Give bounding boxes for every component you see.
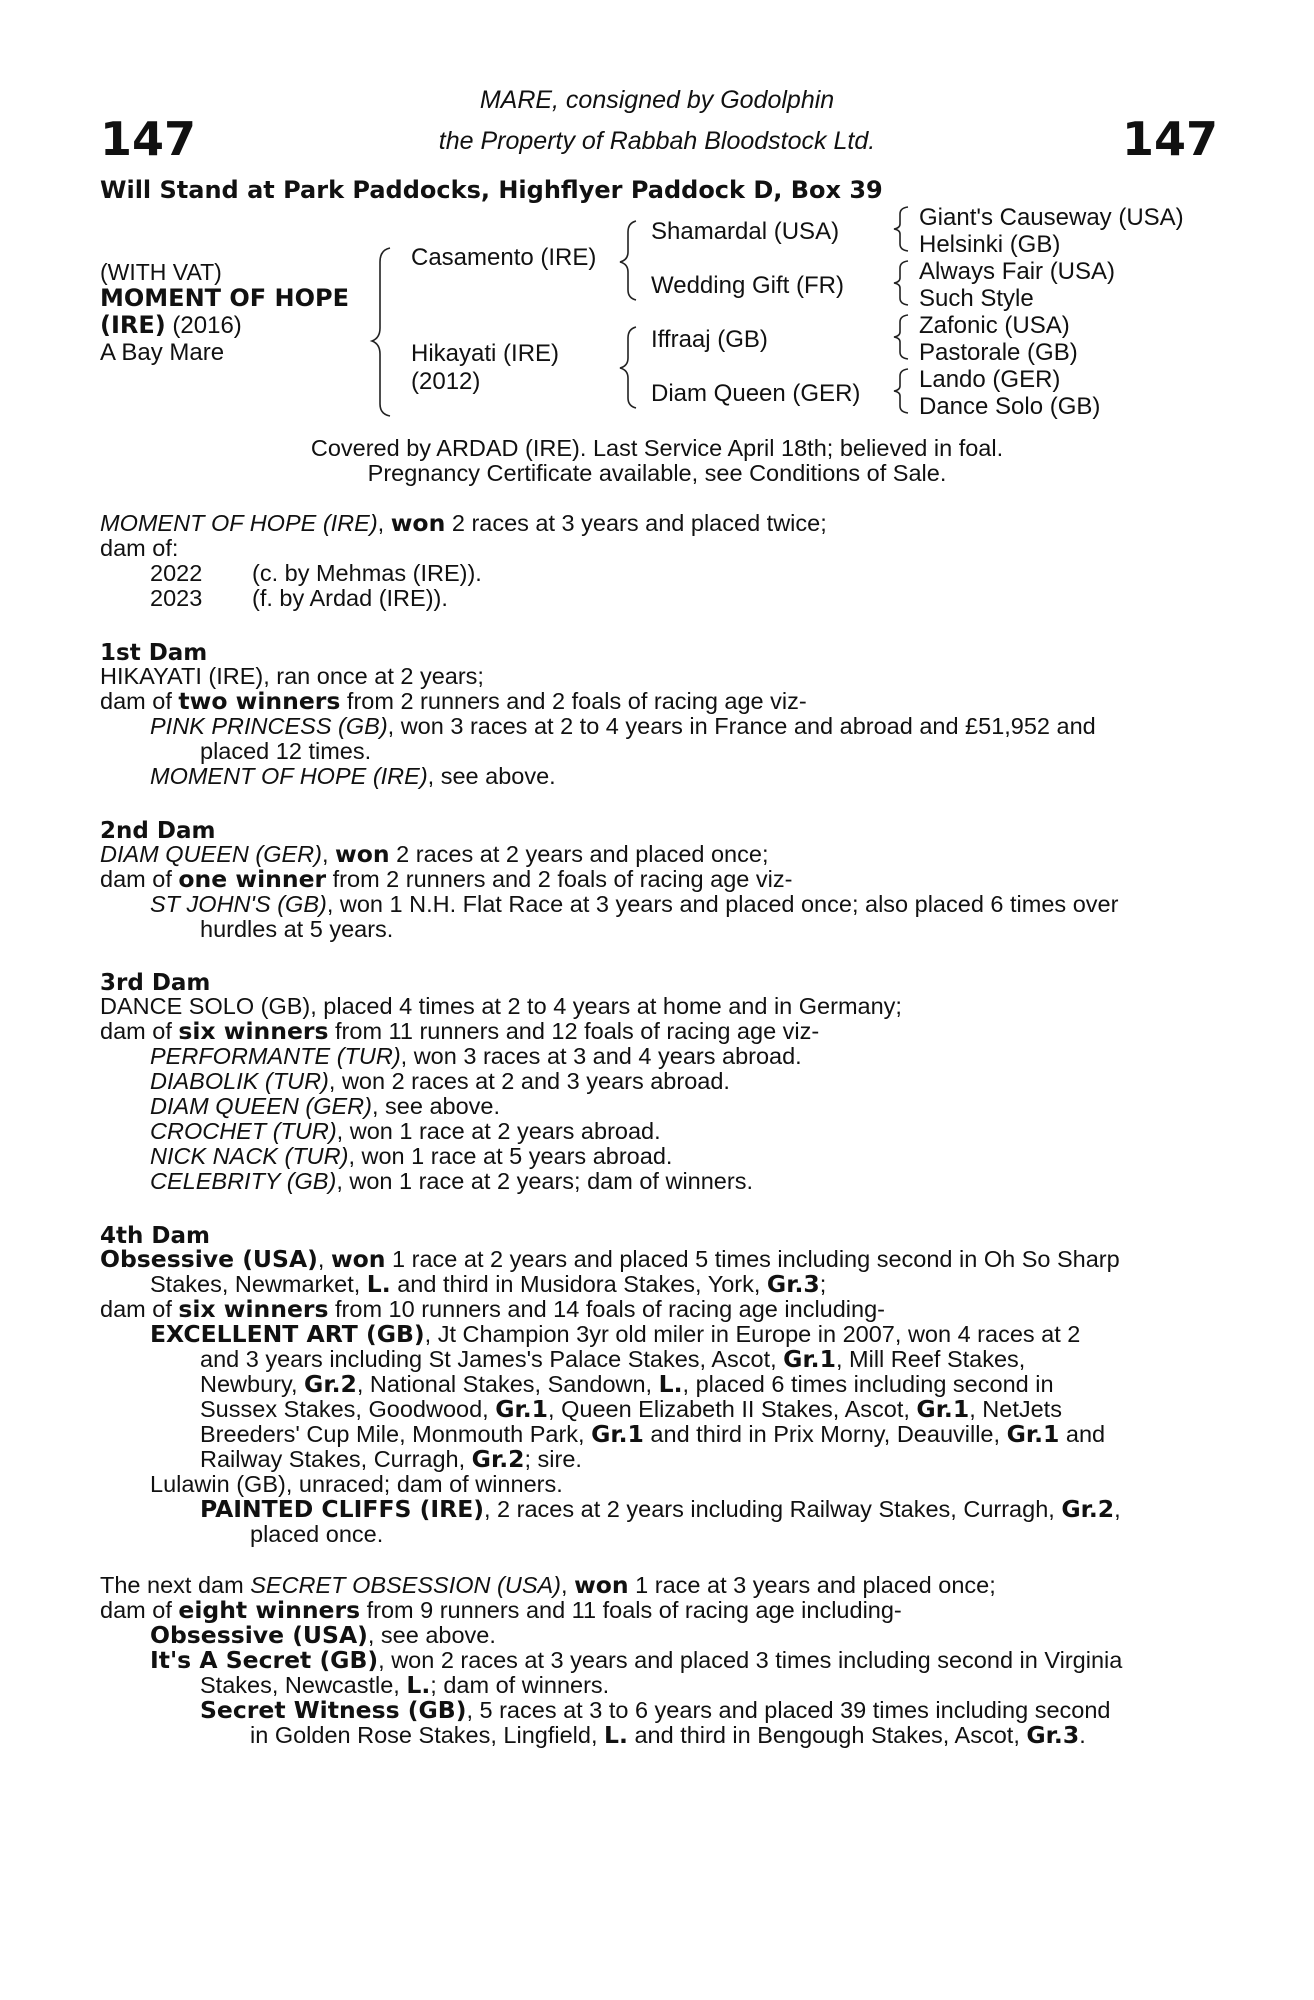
text: Stakes, Newcastle, xyxy=(200,1672,407,1698)
dam-of-prefix: dam of xyxy=(100,1018,179,1044)
lot-number-right: 147 xyxy=(1122,112,1219,166)
listed-label: L. xyxy=(366,1270,391,1298)
text: , Queen Elizabeth II Stakes, Ascot, xyxy=(548,1396,917,1422)
intro-line: MOMENT OF HOPE (IRE), won 2 races at 3 years and placed twice; xyxy=(100,509,827,537)
text: , xyxy=(561,1572,575,1598)
great-grandparent-7: Lando (GER) xyxy=(919,366,1061,393)
painted-cliffs-cont: placed once. xyxy=(250,1521,384,1547)
great-grandparent-2: Helsinki (GB) xyxy=(919,231,1061,258)
next-dam-produce xyxy=(100,1598,902,1624)
intro-horse-name: MOMENT OF HOPE (IRE) xyxy=(100,510,378,536)
fourth-dam-name: Obsessive (USA) xyxy=(100,1245,318,1273)
listed-label: L. xyxy=(406,1671,431,1699)
dam-of-prefix: dam of xyxy=(100,1296,179,1322)
covered-line: Covered by ARDAD (IRE). Last Service April 18th; believed in foal. xyxy=(310,435,1004,461)
obsessive-entry xyxy=(150,1623,496,1649)
listed-label: L. xyxy=(604,1721,628,1749)
winner-count: two winners xyxy=(178,687,341,715)
horse-name: MOMENT OF HOPE xyxy=(100,284,349,312)
obsessive-name: Obsessive (USA) xyxy=(150,1621,368,1649)
dam-of-suffix: from 11 runners and 12 foals of racing age viz- xyxy=(328,1018,820,1044)
intro-rest: 2 races at 3 years and placed twice; xyxy=(445,510,827,536)
its-a-secret-entry xyxy=(150,1648,1205,1674)
horse-year: (2016) xyxy=(172,312,242,339)
text: , Mill Reef Stakes, xyxy=(835,1346,1026,1372)
diam-queen-entry xyxy=(150,1094,500,1120)
sire-dam: Wedding Gift (FR) xyxy=(651,272,844,299)
group-label: Gr.2 xyxy=(304,1370,357,1398)
progeny-text: , see above. xyxy=(371,1093,501,1119)
produce-detail-1: (c. by Mehmas (IRE)). xyxy=(252,560,482,586)
group-label: Gr.1 xyxy=(916,1395,970,1423)
first-dam-heading: 1st Dam xyxy=(100,640,208,666)
text: 1 race at 3 years and placed once; xyxy=(628,1572,996,1598)
first-dam-produce xyxy=(100,689,807,715)
performante-entry xyxy=(150,1044,802,1070)
text: , 5 races at 3 to 6 years and placed 39 times including second xyxy=(466,1697,1111,1723)
group-label: Gr.3 xyxy=(1026,1721,1080,1749)
produce-detail-2: (f. by Ardad (IRE)). xyxy=(252,585,448,611)
excellent-art-line5 xyxy=(200,1422,1205,1448)
dam-dam: Diam Queen (GER) xyxy=(651,380,861,407)
text: in Golden Rose Stakes, Lingfield, xyxy=(250,1722,605,1748)
progeny-text: , won 3 races at 3 and 4 years abroad. xyxy=(400,1043,802,1069)
fourth-dam-heading: 4th Dam xyxy=(100,1223,210,1249)
fourth-dam-text: 1 race at 2 years and placed 5 times including second in Oh So Sharp xyxy=(385,1246,1120,1272)
dam-of-suffix: from 2 runners and 2 foals of racing age viz- xyxy=(326,866,793,892)
next-dam-won: won xyxy=(574,1571,629,1599)
great-grandparent-4: Such Style xyxy=(919,285,1034,312)
sire: Casamento (IRE) xyxy=(411,244,597,271)
text: Breeders' Cup Mile, Monmouth Park, xyxy=(200,1421,592,1447)
progeny-text: , won 1 race at 5 years abroad. xyxy=(348,1143,673,1169)
diabolik-entry xyxy=(150,1069,730,1095)
great-grandparent-1: Giant's Causeway (USA) xyxy=(919,204,1184,231)
pink-princess-text: , won 3 races at 2 to 4 years in France and abroad and £51,952 and xyxy=(387,713,1096,739)
listed-label: L. xyxy=(658,1370,683,1398)
group-label: Gr.1 xyxy=(591,1420,644,1448)
text: ; dam of winners. xyxy=(430,1672,610,1698)
dam-of-suffix: from 2 runners and 2 foals of racing age viz- xyxy=(340,688,807,714)
pink-princess-entry xyxy=(150,714,1205,740)
pink-princess-name: PINK PRINCESS (GB) xyxy=(150,713,388,739)
great-grandparent-5: Zafonic (USA) xyxy=(919,312,1070,339)
excellent-art-name: EXCELLENT ART (GB) xyxy=(150,1320,425,1348)
third-dam-line: DANCE SOLO (GB), placed 4 times at 2 to 4 years at home and in Germany; xyxy=(100,993,902,1019)
celebrity-entry xyxy=(150,1169,753,1195)
text: . xyxy=(1079,1722,1086,1748)
great-grandparent-3: Always Fair (USA) xyxy=(919,258,1116,285)
vat-label: (WITH VAT) xyxy=(100,259,222,285)
painted-cliffs-entry xyxy=(200,1497,1121,1523)
excellent-art-line6 xyxy=(200,1447,582,1473)
dam-of-prefix: dam of xyxy=(100,866,179,892)
pink-princess-cont: placed 12 times. xyxy=(200,738,372,764)
text: ; xyxy=(819,1271,827,1297)
second-dam-produce xyxy=(100,867,792,893)
progeny-name: DIAM QUEEN (GER) xyxy=(150,1093,372,1119)
second-dam-heading: 2nd Dam xyxy=(100,818,216,844)
winner-count: six winners xyxy=(178,1017,329,1045)
progeny-name: CELEBRITY (GB) xyxy=(150,1168,337,1194)
great-grandparent-6: Pastorale (GB) xyxy=(919,339,1078,366)
property-line: the Property of Rabbah Bloodstock Ltd. xyxy=(438,127,876,155)
lulawin-entry: Lulawin (GB), unraced; dam of winners. xyxy=(150,1471,563,1497)
text: , 2 races at 2 years including Railway Stakes, Curragh, xyxy=(484,1496,1062,1522)
fourth-dam-produce xyxy=(100,1297,885,1323)
progeny-text: , won 1 race at 2 years abroad. xyxy=(336,1118,661,1144)
moment-of-hope-name: MOMENT OF HOPE (IRE) xyxy=(150,763,428,789)
group-label: Gr.1 xyxy=(1006,1420,1060,1448)
lot-number-left: 147 xyxy=(100,112,197,166)
excellent-art-line3 xyxy=(200,1372,1205,1398)
dam-year: (2012) xyxy=(411,368,481,395)
dam-of-prefix: dam of xyxy=(100,1597,179,1623)
secret-witness-cont xyxy=(250,1723,1086,1749)
next-dam-line xyxy=(100,1573,996,1599)
fourth-dam-cont xyxy=(150,1272,826,1298)
nick-nack-entry xyxy=(150,1144,672,1170)
group-label: Gr.1 xyxy=(783,1345,836,1373)
text: and 3 years including St James's Palace Stakes, Ascot, xyxy=(200,1346,784,1372)
st-johns-entry xyxy=(150,892,1118,918)
text: Newbury, xyxy=(200,1371,305,1397)
crochet-entry xyxy=(150,1119,661,1145)
text: , National Stakes, Sandown, xyxy=(356,1371,659,1397)
its-a-secret-name: It's A Secret (GB) xyxy=(150,1646,379,1674)
sire-sire: Shamardal (USA) xyxy=(651,218,840,245)
moment-of-hope-entry xyxy=(150,764,556,790)
text: , xyxy=(1114,1496,1121,1522)
produce-year-2: 2023 xyxy=(150,585,203,611)
moment-of-hope-text: , see above. xyxy=(427,763,556,789)
group-label: Gr.2 xyxy=(471,1445,525,1473)
third-dam-heading: 3rd Dam xyxy=(100,970,211,996)
dam: Hikayati (IRE) xyxy=(411,340,560,367)
group-label: Gr.3 xyxy=(766,1270,820,1298)
text: and third in Prix Morny, Deauville, xyxy=(643,1421,1007,1447)
second-dam-line: DIAM QUEEN (GER), won 2 races at 2 years and placed once; xyxy=(100,840,769,868)
text: Railway Stakes, Curragh, xyxy=(200,1446,472,1472)
third-dam-produce xyxy=(100,1019,819,1045)
great-grandparent-8: Dance Solo (GB) xyxy=(919,393,1101,420)
st-johns-cont: hurdles at 5 years. xyxy=(200,916,394,942)
painted-cliffs-name: PAINTED CLIFFS (IRE) xyxy=(200,1495,484,1523)
second-dam-name: DIAM QUEEN (GER) xyxy=(100,841,322,867)
text: and third in Musidora Stakes, York, xyxy=(390,1271,767,1297)
its-a-secret-cont xyxy=(200,1673,609,1699)
text: ; sire. xyxy=(524,1446,582,1472)
winner-count: six winners xyxy=(178,1295,329,1323)
intro-won: won xyxy=(390,509,446,537)
next-dam-name: SECRET OBSESSION (USA) xyxy=(250,1572,561,1598)
text: The next dam xyxy=(100,1572,251,1598)
winner-count: one winner xyxy=(178,865,327,893)
text: and third in Bengough Stakes, Ascot, xyxy=(627,1722,1027,1748)
group-label: Gr.2 xyxy=(1061,1495,1115,1523)
horse-country: (IRE) xyxy=(100,311,166,339)
dam-of-suffix: from 10 runners and 14 foals of racing age including- xyxy=(328,1296,885,1322)
progeny-name: NICK NACK (TUR) xyxy=(150,1143,349,1169)
first-dam-line: HIKAYATI (IRE), ran once at 2 years; xyxy=(100,663,484,689)
text: , won 2 races at 3 years and placed 3 times including second in Virginia xyxy=(378,1647,1123,1673)
group-label: Gr.1 xyxy=(495,1395,549,1423)
winner-count: eight winners xyxy=(178,1596,361,1624)
secret-witness-name: Secret Witness (GB) xyxy=(200,1696,467,1724)
horse-description: A Bay Mare xyxy=(100,339,225,366)
text: , NetJets xyxy=(969,1396,1062,1422)
text: , placed 6 times including second in xyxy=(682,1371,1054,1397)
text: , Jt Champion 3yr old miler in Europe in 2007, won 4 races at 2 xyxy=(424,1321,1081,1347)
st-johns-text: , won 1 N.H. Flat Race at 3 years and placed once; also placed 6 times over xyxy=(326,891,1119,917)
dam-of-suffix: from 9 runners and 11 foals of racing age including- xyxy=(360,1597,902,1623)
excellent-art-line4 xyxy=(200,1397,1205,1423)
dam-of-prefix: dam of xyxy=(100,688,179,714)
excellent-art-line2 xyxy=(200,1347,1205,1373)
progeny-name: PERFORMANTE (TUR) xyxy=(150,1043,401,1069)
stand-location: Will Stand at Park Paddocks, Highflyer Paddock D, Box 39 xyxy=(100,176,883,204)
excellent-art-line1 xyxy=(150,1322,1205,1348)
progeny-name: DIABOLIK (TUR) xyxy=(150,1068,329,1094)
progeny-text: , won 1 race at 2 years; dam of winners. xyxy=(336,1168,753,1194)
dam-sire: Iffraaj (GB) xyxy=(651,326,768,353)
pregnancy-line: Pregnancy Certificate available, see Conditions of Sale. xyxy=(367,460,947,486)
st-johns-name: ST JOHN'S (GB) xyxy=(150,891,327,917)
fourth-dam-line: Obsessive (USA), won 1 race at 2 years and placed 5 times including second in Oh So Sharp xyxy=(100,1245,1120,1273)
second-dam-rest: 2 races at 2 years and placed once; xyxy=(389,841,769,867)
secret-witness-entry xyxy=(200,1698,1205,1724)
fourth-dam-won: won xyxy=(330,1245,386,1273)
text: and xyxy=(1059,1421,1106,1447)
progeny-text: , won 2 races at 2 and 3 years abroad. xyxy=(328,1068,730,1094)
text: Sussex Stakes, Goodwood, xyxy=(200,1396,496,1422)
consignor-line: MARE, consigned by Godolphin xyxy=(479,86,835,114)
text: Stakes, Newmarket, xyxy=(150,1271,367,1297)
text: , see above. xyxy=(367,1622,496,1648)
second-dam-won: won xyxy=(335,840,390,868)
intro-dam-of: dam of: xyxy=(100,535,179,561)
produce-year-1: 2022 xyxy=(150,560,203,586)
progeny-name: CROCHET (TUR) xyxy=(150,1118,337,1144)
